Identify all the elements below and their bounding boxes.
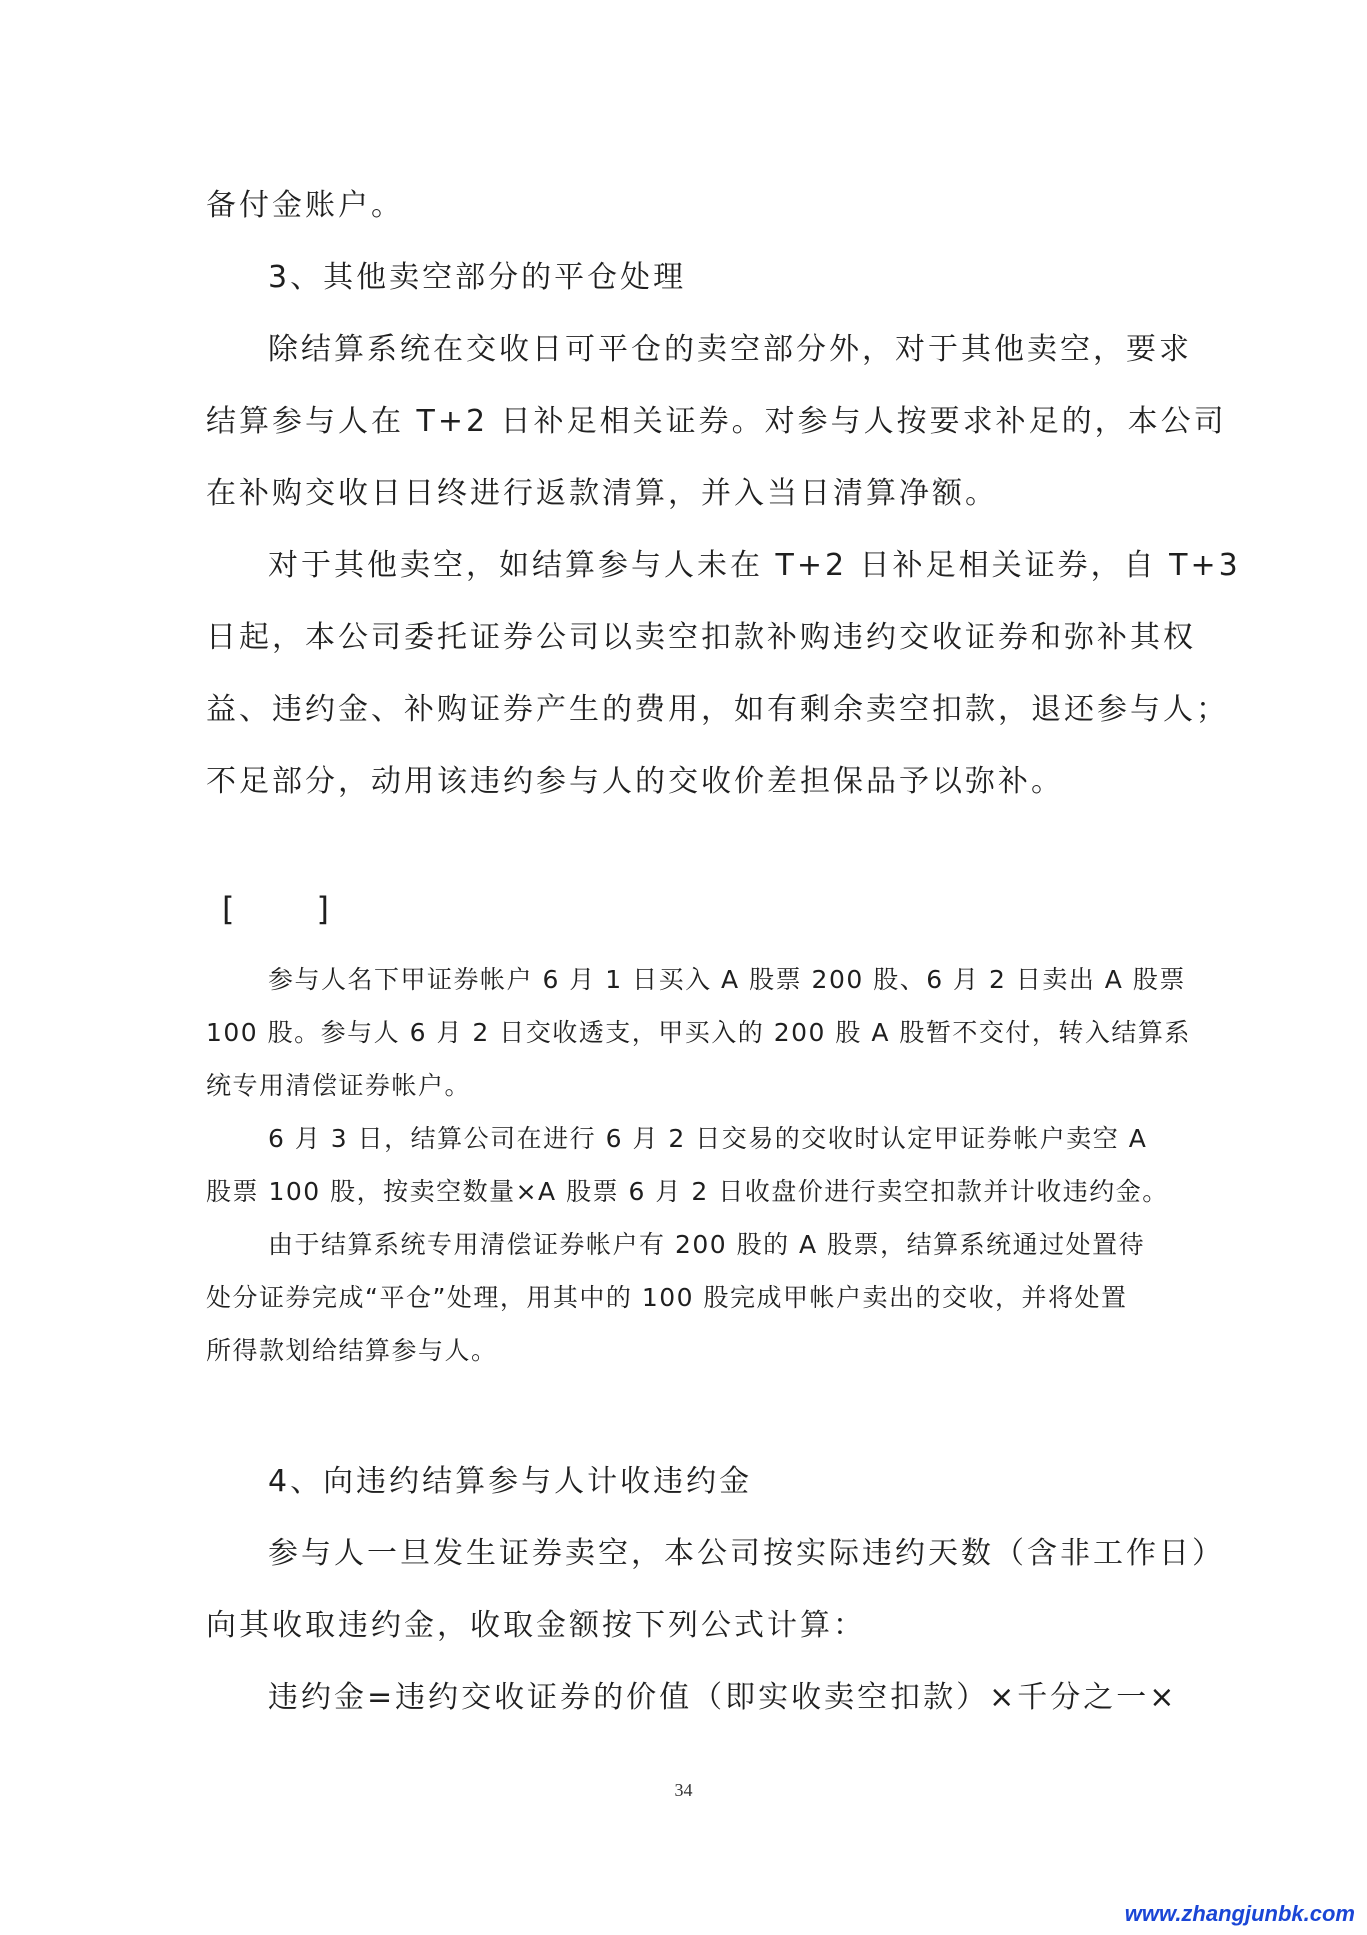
example-line: 6 月 3 日，结算公司在进行 6 月 2 日交易的交收时认定甲证券帐户卖空 A bbox=[268, 1124, 1148, 1153]
formula-line: 违约金=违约交收证券的价值（即实收卖空扣款）×千分之一× bbox=[268, 1680, 1178, 1715]
section-heading: 3、其他卖空部分的平仓处理 bbox=[268, 260, 687, 295]
paragraph-line: 除结算系统在交收日可平仓的卖空部分外，对于其他卖空，要求 bbox=[268, 332, 1192, 367]
paragraph-line: 日起，本公司委托证券公司以卖空扣款补购违约交收证券和弥补其权 bbox=[206, 620, 1196, 655]
example-label-brackets bbox=[222, 890, 329, 928]
example-line: 统专用清偿证券帐户。 bbox=[206, 1071, 472, 1100]
example-line: 参与人名下甲证券帐户 6 月 1 日买入 A 股票 200 股、6 月 2 日卖出 A 股票 bbox=[268, 965, 1186, 994]
paragraph-line: 参与人一旦发生证券卖空，本公司按实际违约天数（含非工作日） bbox=[268, 1536, 1225, 1571]
bracket-open: [ bbox=[222, 890, 235, 928]
example-line: 股票 100 股，按卖空数量×A 股票 6 月 2 日收盘价进行卖空扣款并计收违约金。 bbox=[206, 1177, 1169, 1206]
page-number: 34 bbox=[674, 1780, 693, 1800]
example-line: 处分证券完成“平仓”处理，用其中的 100 股完成甲帐户卖出的交收，并将处置 bbox=[206, 1283, 1128, 1312]
watermark-link[interactable]: www.zhangjunbk.com bbox=[1124, 1901, 1355, 1926]
paragraph-line: 对于其他卖空，如结算参与人未在 T+2 日补足相关证券，自 T+3 bbox=[268, 548, 1241, 583]
paragraph-line: 结算参与人在 T+2 日补足相关证券。对参与人按要求补足的，本公司 bbox=[206, 404, 1227, 439]
paragraph-line: 备付金账户。 bbox=[206, 188, 404, 223]
paragraph-line: 向其收取违约金，收取金额按下列公式计算： bbox=[206, 1608, 866, 1643]
paragraph-line: 不足部分，动用该违约参与人的交收价差担保品予以弥补。 bbox=[206, 764, 1064, 799]
example-line: 100 股。参与人 6 月 2 日交收透支，甲买入的 200 股 A 股暂不交付，转入结算系 bbox=[206, 1018, 1191, 1047]
paragraph-line: 在补购交收日日终进行返款清算，并入当日清算净额。 bbox=[206, 476, 998, 511]
section-heading: 4、向违约结算参与人计收违约金 bbox=[268, 1464, 753, 1499]
bracket-close: ] bbox=[316, 890, 329, 928]
example-line: 由于结算系统专用清偿证券帐户有 200 股的 A 股票，结算系统通过处置待 bbox=[268, 1230, 1146, 1259]
paragraph-line: 益、违约金、补购证券产生的费用，如有剩余卖空扣款，退还参与人； bbox=[206, 692, 1229, 727]
example-line: 所得款划给结算参与人。 bbox=[206, 1336, 498, 1365]
